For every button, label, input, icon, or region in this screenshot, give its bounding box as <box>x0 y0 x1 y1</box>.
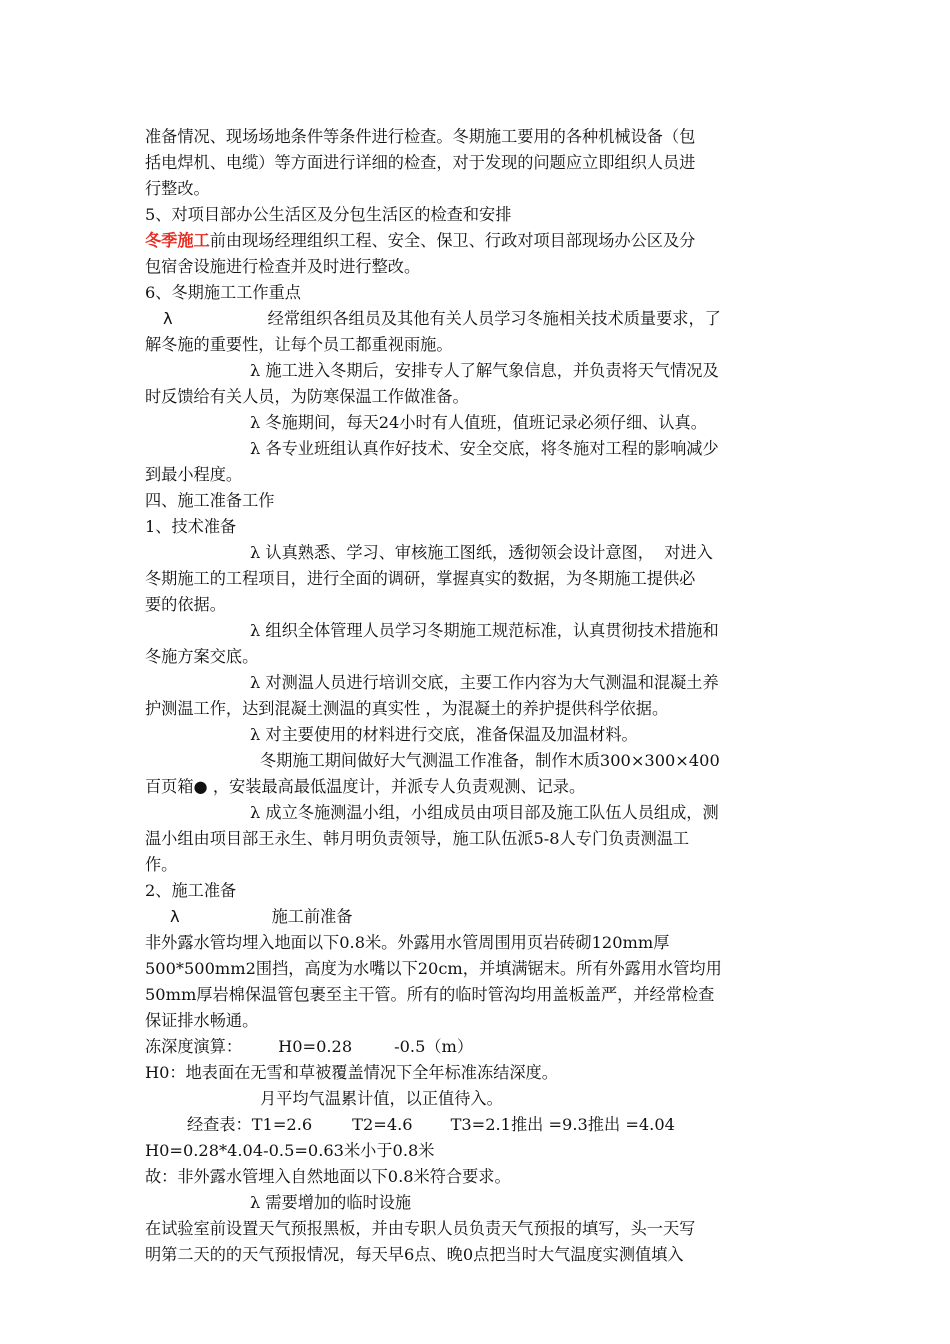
subheading-1: 1、技术准备 <box>145 517 237 536</box>
text-line: 温小组由项目部王永生、韩月明负责领导，施工队伍派5-8人专门负责测温工 <box>145 829 690 848</box>
bullet-line: λ 对主要使用的材料进行交底，准备保温及加温材料。 <box>250 725 638 744</box>
section-heading-5: 5、对项目部办公生活区及分包生活区的检查和安排 <box>145 205 512 224</box>
text-line: 冬期施工期间做好大气测温工作准备，制作木质300×300×400 <box>260 751 720 770</box>
text-line: 作。 <box>145 855 178 874</box>
text-line: 故：非外露水管埋入自然地面以下0.8米符合要求。 <box>145 1167 511 1186</box>
bullet-mark: λ <box>170 907 180 926</box>
bullet-title: 施工前准备 <box>271 907 353 926</box>
section-heading-6: 6、冬期施工工作重点 <box>145 283 301 302</box>
text-line: 500*500mm2围挡，高度为水嘴以下20cm，并填满锯末。所有外露用水管均用 <box>145 959 722 978</box>
bullet-line: λ 成立冬施测温小组，小组成员由项目部及施工队伍人员组成，测 <box>250 803 719 822</box>
text-line: 到最小程度。 <box>145 465 243 484</box>
formula-a: H0=0.28 <box>278 1037 353 1056</box>
formula-line <box>145 1034 810 1060</box>
bullet-line: λ 组织全体管理人员学习冬期施工规范标准，认真贯彻技术措施和 <box>250 621 719 640</box>
bullet-line: λ 冬施期间，每天24小时有人值班，值班记录必须仔细、认真。 <box>250 413 707 432</box>
bullet-line: λ 需要增加的临时设施 <box>250 1193 412 1212</box>
text-line: 百页箱● ，安装最高最低温度计，并派专人负责观测、记录。 <box>145 777 586 796</box>
bullet-text: 经常组织各组员及其他有关人员学习冬施相关技术质量要求，了 <box>267 309 721 328</box>
bullet-line: λ 对测温人员进行培训交底，主要工作内容为大气测温和混凝土养 <box>250 673 719 692</box>
text-line: H0：地表面在无雪和草被覆盖情况下全年标准冻结深度。 <box>145 1063 558 1082</box>
bullet-line: λ 施工进入冬期后，安排专人了解气象信息，并负责将天气情况及 <box>250 361 719 380</box>
text-line: 月平均气温累计值，以正值待入。 <box>260 1089 503 1108</box>
document-page <box>145 124 810 1268</box>
text-line: 时反馈给有关人员，为防寒保温工作做准备。 <box>145 387 469 406</box>
text-line: 行整改。 <box>145 179 210 198</box>
formula-c: T3=2.1推出 =9.3推出 =4.04 <box>450 1115 675 1134</box>
subheading-2: 2、施工准备 <box>145 881 237 900</box>
text-line: 包宿舍设施进行检查并及时进行整改。 <box>145 257 421 276</box>
bullet-line: λ 各专业班组认真作好技术、安全交底，将冬施对工程的影响减少 <box>250 439 719 458</box>
formula-label: 冻深度演算： <box>145 1037 243 1056</box>
text-line: 50mm厚岩棉保温管包裹至主干管。所有的临时管沟均用盖板盖严，并经常检查 <box>145 985 715 1004</box>
text-line: 冬期施工的工程项目，进行全面的调研，掌握真实的数据，为冬期施工提供必 <box>145 569 696 588</box>
formula-b: -0.5（m） <box>394 1037 474 1056</box>
section-heading-4: 四、施工准备工作 <box>145 491 275 510</box>
text-line: 冬施方案交底。 <box>145 647 259 666</box>
highlight-term: 冬季施工 <box>145 231 210 250</box>
bullet-line: λ 认真熟悉、学习、审核施工图纸，透彻领会设计意图， 对进入 <box>250 543 713 562</box>
text-line: 保证排水畅通。 <box>145 1011 259 1030</box>
text-line: 括电焊机、电缆）等方面进行详细的检查，对于发现的问题应立即组织人员进 <box>145 153 696 172</box>
formula-label: 经查表：T1=2.6 <box>187 1115 313 1134</box>
bullet-line <box>145 904 810 930</box>
text-line: 要的依据。 <box>145 595 226 614</box>
bullet-mark: λ <box>163 309 173 328</box>
highlight-rest: 前由现场经理组织工程、安全、保卫、行政对项目部现场办公区及分 <box>209 231 696 250</box>
text-line: 明第二天的的天气预报情况，每天早6点、晚0点把当时大气温度实测值填入 <box>145 1245 684 1264</box>
text-line: 解冬施的重要性，让每个员工都重视雨施。 <box>145 335 453 354</box>
formula-line: H0=0.28*4.04-0.5=0.63米小于0.8米 <box>145 1141 435 1160</box>
text-line: 在试验室前设置天气预报黑板，并由专职人员负责天气预报的填写，头一天写 <box>145 1219 696 1238</box>
text-line: 非外露水管均埋入地面以下0.8米。外露用水管周围用页岩砖砌120mm厚 <box>145 933 670 952</box>
text-line: 护测温工作，达到混凝土测温的真实性 ，为混凝土的养护提供科学依据。 <box>145 699 669 718</box>
formula-b: T2=4.6 <box>352 1115 413 1134</box>
text-line: 准备情况、现场场地条件等条件进行检查。冬期施工要用的各种机械设备（包 <box>145 127 696 146</box>
formula-line <box>145 1112 810 1138</box>
text-line-highlight <box>145 228 810 254</box>
bullet-line <box>145 306 810 332</box>
